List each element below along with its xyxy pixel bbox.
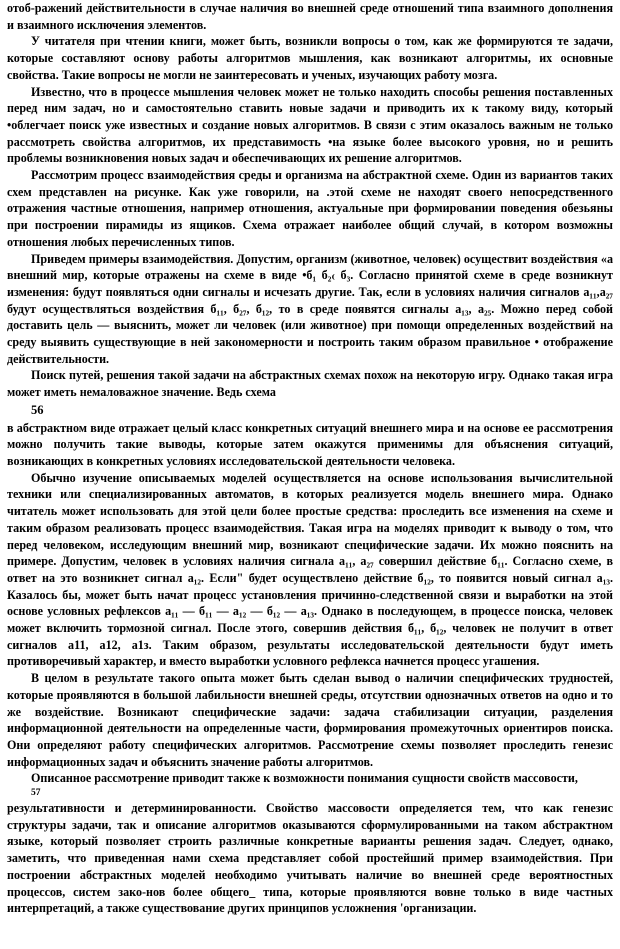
page-number: 56 <box>31 402 44 417</box>
paragraph: результативности и детерминированности. Свойство массовости определяется тем, что как генезис структуры задачи, так и описание алгоритмов оказываются сформулированными на таком абстрактном языке, который позволяет строить различные конкретные варианты решения задач. Следует, однако, заметить, что приведенная нами схема представляет собой простейший пример взаимодействия. При построении абстрактных моделей необходимо учитывать наличие во внешней среде вероятностных процессов, систем зако-нов более общего_ типа, которые проявляются вовне только в виде частных интерпретаций, а также существование других принципов усложнения 'организации. <box>7 801 613 916</box>
paragraph: Известно, что в процессе мышления человек может не только находить способы решения поставленных перед ним задач, но и самостоятельно ставить новые задачи и приводить их к такому виду, который •облегчает поиск уже известных и создание новых алгоритмов. В связи с этим оказалось важным не только рассмотреть свойства алгоритмов, их представимость •на языке более высокого уровня, но и решить проблемы возникновения новых задач и обеспечивающих их решение алгоритмов. <box>7 84 613 166</box>
paragraph: Рассмотрим процесс взаимодействия среды и организма на абстрактной схеме. Один из вариантов таких схем представлен на рисунке. Как уже говорили, на .этой схеме не находят своего непосредственного отражения частные отношения, например отношения, актуальные при формировании поведения обезьяны при построении пирамиды из ящиков. Схема отражает наиболее общий случай, в котором возможны отношения любых перечисленных типов. <box>7 168 613 249</box>
document-page <box>7 0 613 917</box>
paragraph: Описанное рассмотрение приводит также к возможности понимания сущности свойств массовости, <box>31 771 578 786</box>
page-number: 57 <box>31 788 41 799</box>
paragraph: отоб-ражений действительности в случае наличия во внешней среде отношений типа взаимного дополнения и взаимного исключения элементов. <box>7 1 613 32</box>
paragraph: У читателя при чтении книги, может быть, возникли вопросы о том, как же формируются те задачи, которые составляют основу работы алгоритмов мышления, как возникают алгоритмы, их основные свойства. Такие вопросы не могли не заинтересовать и ученых, изучающих работу мозга. <box>7 34 613 82</box>
paragraph: Поиск путей, решения такой задачи на абстрактных схемах похож на некоторую игру. Однако такая игра может иметь немаловажное значение. Ведь схема <box>7 368 613 400</box>
paragraph: Обычно изучение описываемых моделей осуществляется на основе использования вычислительной техники или специализированных автоматов, в которых реализуется модель внешнего мира. Однако читатель может использовать для этой цели более простые средства: проследить все изменения на схеме и таким образом реализовать процесс взаимодействия. Такая игра на моделях приводит к выводу о том, что перед человеком, исследующим внешний мир, возникают специфические задачи. Их можно пояснить на примере. Допустим, человек в условиях наличия сигнала а₁₁, а₂₇ совершил действие б₁₁. Согласно схеме, в ответ на это возникнет сигнал а₁₂. Если" будет осуществлено действие б₁₂, то появится новый сигнал а₁₃. Казалось бы, может быть начат процесс установления причинно-следственной связи и выработки на этой основе условных рефлексов а₁₁ — б₁₁ — а₁₂ — б₁₂ — а₁₃. Однако в последующем, в процессе поиска, человек может включить тормозной сигнал. После этого, совершив действия б₁₁, б₁₂, человек не получит в ответ сигналов а11, а12, а1з. Таким образом, результаты исследовательской деятельности будут иметь противоречивый характер, и вместо выработки условного рефлекса начнется процесс угашения. <box>7 470 613 669</box>
paragraph: В целом в результате такого опыта может быть сделан вывод о наличии специфических трудностей, которые проявляются в большой лабильности внешней среды, отсутствии однозначных ответов на одно и то же воздействие. Возникают специфические задачи: задача стабилизации ситуации, разделения информационной деятельности на определенные части, формирования промежуточных ориентиров поиска. Они определяют работу специфических алгоритмов. Рассмотрение схемы позволяет проследить генезис информационных задач и объяснить значение работы алгоритмов. <box>7 671 613 769</box>
paragraph: Приведем примеры взаимодействия. Допустим, организм (животное, человек) осуществит воздействия «а внешний мир, которые отражены на схеме в виде •б₁ б₂₍ б₃. Согласно принятой схеме в среде возникнут изменения: будут появляться одни сигналы и исчезать другие. Так, если в условиях наличия сигналов а₁₁,а₂₇ будут осуществляться воздействия б₁₁, б₂₇, б₁₂, то в среде появятся сигналы а₁₃, а₂₅. Можно перед собой доставить цель — выяснить, может ли человек (или животное) при помощи определенных воздействий на среду выявить существующие в ней закономерности и построить таким образом правильное • отображение действительности. <box>7 251 613 366</box>
paragraph: в абстрактном виде отражает целый класс конкретных ситуаций внешнего мира и на основе ее рассмотрения можно получить такие выводы, которые затем окажутся применимы для объяснения ситуаций, возникающих в конкретных условиях исследовательской деятельности человека. <box>7 420 613 468</box>
